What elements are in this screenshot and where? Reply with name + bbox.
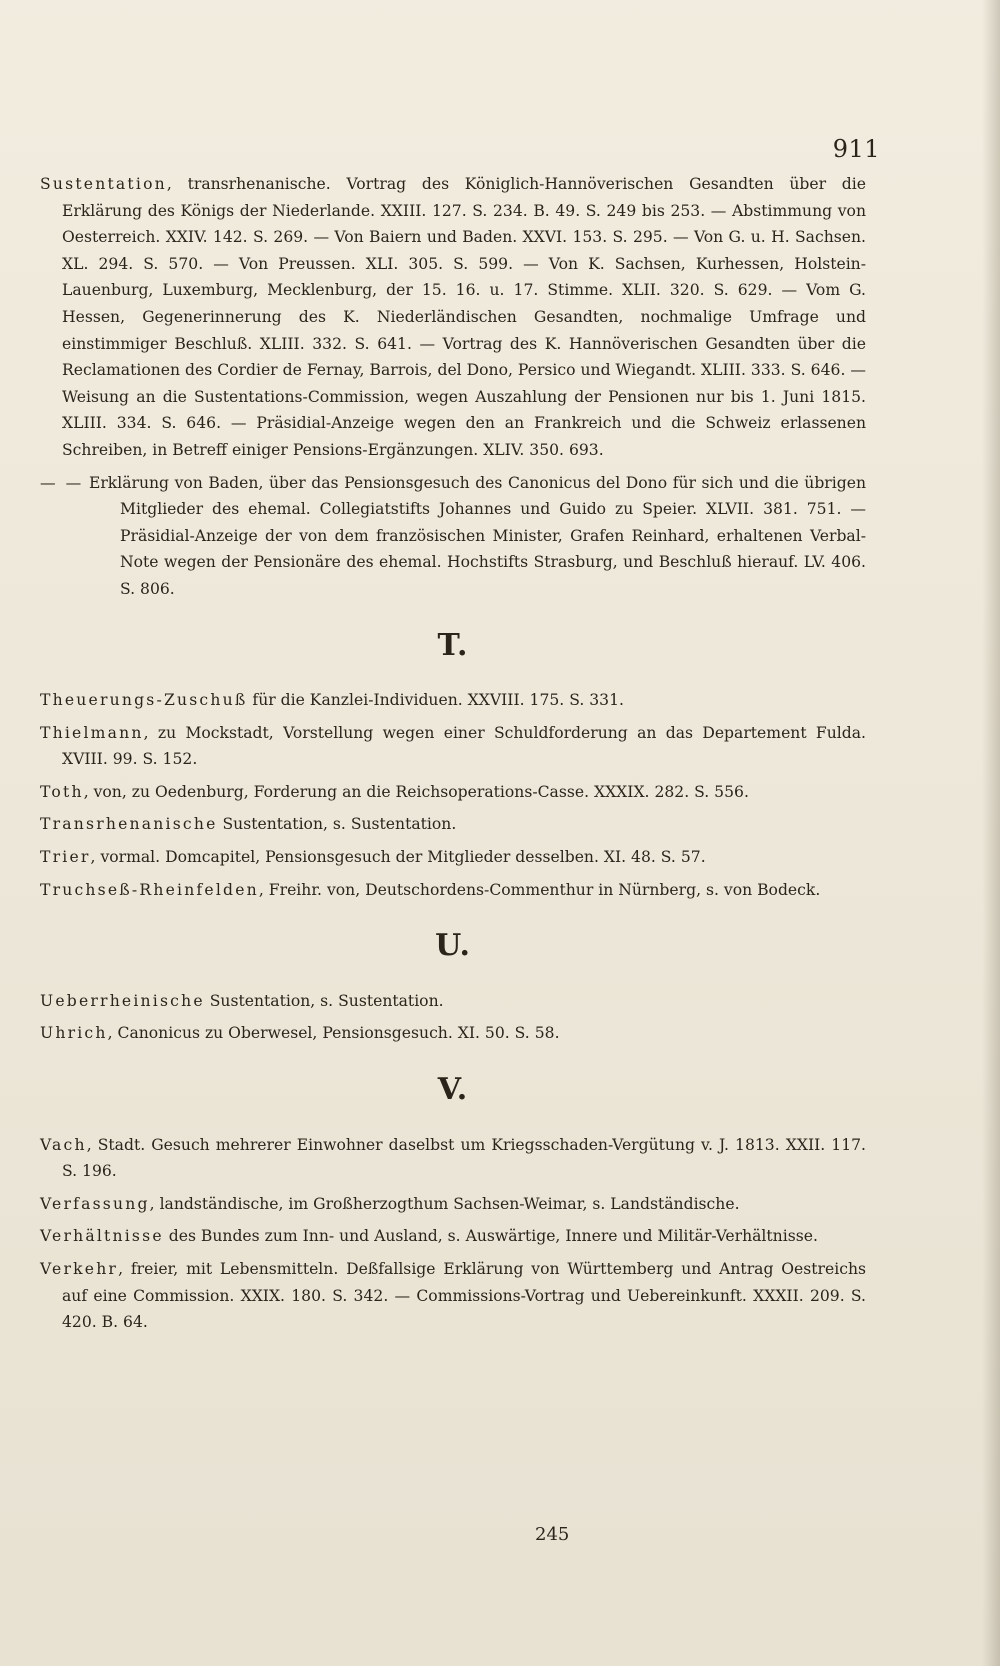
page-edge-shadow [982,0,1000,1666]
entry-heading: Transrhenanische [40,815,218,834]
index-entry [40,1223,866,1250]
entry-text: , transrhenanische. Vortrag des Königlich-Hannöverischen Gesandten über die Erklärung des Königs der Niederlande. XXIII. 127. S. 234. B. 49. S. 249 bis 253. — Abstimmung von Oesterreich. XXIV. 142. S. 269. — Von Baiern und Baden. XXVI. 153. S. 295. — Von G. u. H. Sachsen. XL. 294. S. 570. — Von Preussen. XLI. 305. S. 599. — Von K. Sachsen, Kurhessen, Holstein-Lauenburg, Luxemburg, Mecklenburg, der 15. 16. u. 17. Stimme. XLII. 320. S. 629. — Vom G. Hessen, Gegenerinnerung des K. Niederländischen Gesandten, nochmalige Umfrage und einstimmiger Beschluß. XLIII. 332. S. 641. — Vortrag des K. Hannöverischen Gesandten über die Reclamationen des Cordier de Fernay, Barrois, del Dono, Persico und Wiegandt. XLIII. 333. S. 646. — Weisung an die Sustentations-Commission, wegen Auszahlung der Pensionen nur bis 1. Juni 1815. XLIII. 334. S. 646. — Präsidial-Anzeige wegen den an Frankreich und die Schweiz erlassenen Schreiben, in Betreff einiger Pensions-Ergänzungen. XLIV. 350. 693. [62,175,866,459]
entry-text: , Canonicus zu Oberwesel, Pensionsgesuch. XI. 50. S. 58. [107,1024,560,1043]
entry-text: , Stadt. Gesuch mehrerer Einwohner daselbst um Kriegsschaden-Vergütung v. J. 1813. XXII. 117. S. 196. [62,1135,866,1181]
index-entry [40,470,866,603]
index-entry [40,988,866,1015]
page-number: 911 [832,135,880,163]
index-entry [40,844,866,871]
section-letter: V. [437,1072,469,1108]
index-body [40,171,866,1342]
signature-number: 245 [535,1524,570,1545]
entry-heading: Sustentation [40,175,167,193]
entry-text: , freier, mit Lebensmitteln. Deßfallsige Erklärung von Württemberg und Antrag Oestreichs auf eine Commission. XXIX. 180. S. 342. — Commissions-Vortrag und Uebereinkunft. XXXII. 209. S. 420. B. 64. [62,1260,866,1332]
index-entry [40,779,866,806]
entry-text: , landständische, im Großherzogthum Sachsen-Weimar, s. Landständische. [149,1194,740,1213]
entry-heading: Ueberrheinische [40,991,205,1010]
entry-heading: Uhrich [40,1024,108,1043]
index-entry [40,687,866,714]
entry-text: , zu Mockstadt, Vorstellung wegen einer Schuldforderung an das Departement Fulda. XVIII. 99. S. 152. [62,723,866,769]
entry-heading: Truchseß-Rheinfelden [40,880,259,899]
index-entry [40,877,866,904]
entry-text: , vormal. Domcapitel, Pensionsgesuch der Mitglieder desselben. XI. 48. S. 57. [90,848,706,867]
index-entry [40,720,866,773]
entry-heading: Verhältnisse [40,1227,164,1246]
section-letter: T. [437,627,469,663]
entry-text: , von, zu Oedenburg, Forderung an die Reichsoperations-Casse. XXXIX. 282. S. 556. [83,782,749,801]
entry-text: , Freihr. von, Deutschordens-Commenthur in Nürnberg, s. von Bodeck. [258,880,821,899]
section-letter: U. [435,928,471,964]
index-entry [40,171,866,464]
entry-heading: Thielmann [40,723,144,742]
entry-heading: Toth [40,782,84,801]
index-entry [40,811,866,838]
entry-heading: Verkehr [40,1260,119,1278]
index-entry [40,1132,866,1185]
entry-heading: Trier [40,848,91,867]
entry-heading: Verfassung [40,1194,150,1213]
entry-text: Sustentation, s. Sustentation. [204,991,444,1010]
index-entry [40,1256,866,1336]
entry-text: Sustentation, s. Sustentation. [217,815,457,834]
index-entry [40,1191,866,1218]
entry-heading: Theuerungs-Zuschuß [40,691,248,710]
index-entry [40,1020,866,1047]
entry-heading: — — [40,473,84,492]
entry-text: Erklärung von Baden, über das Pensionsgesuch des Canonicus del Dono für sich und die übrigen Mitglieder des ehemal. Collegiatstifts Johannes und Guido zu Speier. XLVII. 381. 751. — Präsidial-Anzeige der von dem französischen Minister, Grafen Reinhard, erhaltenen Verbal-Note wegen der Pensionäre des ehemal. Hochstifts Strasburg, und Beschluß hierauf. LV. 406. S. 806. [83,473,867,598]
entry-text: des Bundes zum Inn- und Ausland, s. Auswärtige, Innere und Militär-Verhältnisse. [163,1227,818,1246]
entry-text: für die Kanzlei-Individuen. XXVIII. 175. S. 331. [247,691,624,710]
entry-heading: Vach [40,1135,87,1154]
